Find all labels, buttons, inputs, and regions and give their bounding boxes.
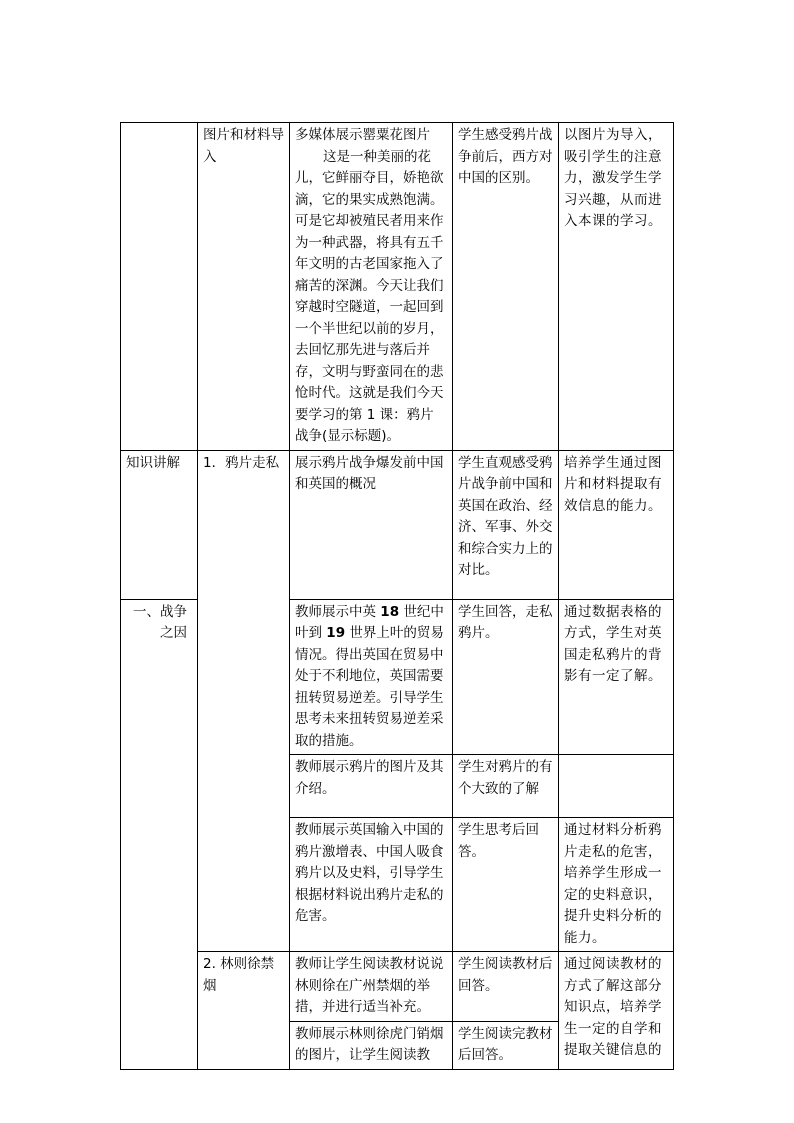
student-activity-cell: 学生对鸦片的有个大致的了解 [453,755,559,818]
teacher-activity-cell: 教师让学生阅读教材说说林则徐在广州禁烟的举措，并进行适当补充。 [290,952,453,1022]
stage-label: 一、战争之因 [133,603,187,641]
student-activity-cell: 学生回答，走私鸦片。 [453,599,559,755]
section-cell: 2. 林则徐禁烟 [198,952,290,1070]
stage-cell-war-cause [121,599,198,1069]
student-activity-cell: 学生感受鸦片战争前后，西方对中国的区别。 [453,123,559,451]
stage-cell: 知识讲解 [121,450,198,599]
design-intent-cell: 通过阅读教材的方式了解这部分知识点，培养学生一定的自学和提取关键信息的 [559,952,674,1070]
design-intent-cell: 通过材料分析鸦片走私的危害，培养学生形成一定的史料意识，提升史料分析的能力。 [559,818,674,952]
stage-cell-empty [121,123,198,451]
design-intent-cell: 通过数据表格的方式，学生对英国走私鸦片的背影有一定了解。 [559,599,674,755]
design-intent-cell: 以图片为导入，吸引学生的注意力，激发学生学习兴趣，从而进入本课的学习。 [559,123,674,451]
student-activity-cell: 学生阅读教材后回答。 [453,952,559,1022]
teacher-activity-cell: 教师展示中英 18 世纪中叶到 19 世界上叶的贸易情况。得出英国在贸易中处于不利地位，英国需要扭转贸易逆差。引导学生思考未来扭转贸易逆差采取的措施。 [290,599,453,755]
student-activity-cell: 学生思考后回答。 [453,818,559,952]
section-cell: 图片和材料导入 [198,123,290,451]
teacher-activity-cell [290,123,453,451]
table-row [121,123,674,451]
student-activity-cell: 学生直观感受鸦片战争前中国和英国在政治、经济、军事、外交和综合实力上的对比。 [453,450,559,599]
teacher-activity-cell: 教师展示鸦片的图片及其介绍。 [290,755,453,818]
teacher-activity-title: 多媒体展示罂粟花图片 [295,127,430,143]
section-cell: 1．鸦片走私 [198,450,290,952]
student-activity-cell: 学生阅读完教材后回答。 [453,1021,559,1069]
table-row [121,450,674,599]
teacher-activity-cell: 展示鸦片战争爆发前中国和英国的概况 [290,450,453,599]
design-intent-cell [559,755,674,818]
teacher-activity-cell: 教师展示英国输入中国的鸦片激增表、中国人吸食鸦片以及史料，引导学生根据材料说出鸦片走私的危害。 [290,818,453,952]
teacher-activity-cell: 教师展示林则徐虎门销烟的图片，让学生阅读教 [290,1021,453,1069]
teacher-activity-body: 这是一种美丽的花儿，它鲜丽夺目，娇艳欲滴，它的果实成熟饱满。可是它却被殖民者用来作为一种武器，将具有五千年文明的古老国家拖入了痛苦的深渊。今天让我们穿越时空隧道，一起回到一个半世纪以前的岁月，去回忆那先进与落后并存，文明与野蛮同在的悲怆时代。这就是我们今天要学习的第 1 课：鸦片战争(显示标题)。 [295,148,444,444]
table-row [121,952,674,1022]
design-intent-cell: 培养学生通过图片和材料提取有效信息的能力。 [559,450,674,599]
lesson-plan-table [120,122,674,1070]
